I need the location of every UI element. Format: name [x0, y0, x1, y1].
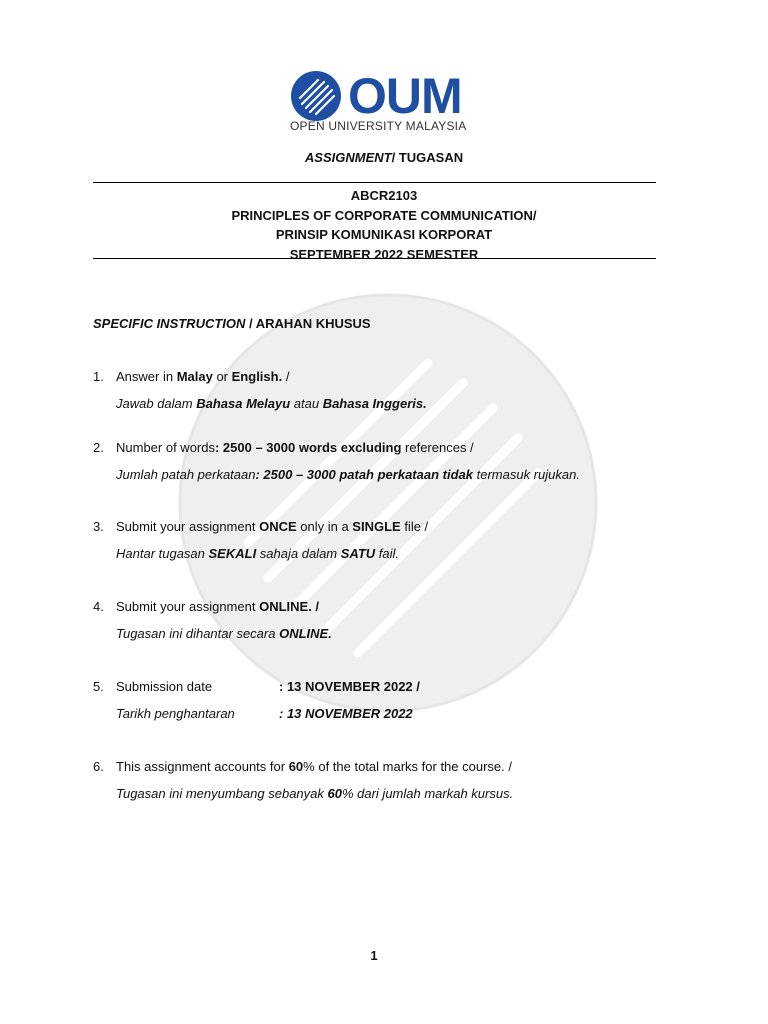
emphasis-text: SATU	[340, 546, 376, 561]
item-text-en	[116, 369, 289, 384]
emphasis-text: 60	[288, 759, 304, 774]
item-number: 1.	[93, 369, 104, 384]
emphasis-text: 60	[327, 786, 342, 801]
item-text-ms	[116, 626, 332, 641]
instruction-heading-separator: /	[245, 316, 256, 331]
item-number: 4.	[93, 599, 104, 614]
oum-logo	[288, 68, 468, 136]
text-run: termasuk rujukan.	[473, 467, 580, 482]
text-run: Tugasan ini menyumbang sebanyak	[116, 786, 328, 801]
emphasis-text: ONLINE. /	[259, 599, 320, 614]
text-run: This assignment accounts for	[116, 759, 289, 774]
course-name-en: PRINCIPLES OF CORPORATE COMMUNICATION/	[231, 207, 537, 223]
emphasis-text: English.	[231, 369, 283, 384]
text-run: Submit your assignment	[116, 599, 260, 614]
item-text-en	[116, 519, 428, 534]
title-ms: TUGASAN	[398, 150, 464, 165]
watermark-emblem	[178, 293, 598, 713]
course-name-ms: PRINSIP KOMUNIKASI KORPORAT	[275, 227, 493, 242]
item-number: 2.	[93, 440, 104, 455]
text-run: atau	[290, 396, 323, 411]
text-run: Answer in	[116, 369, 177, 384]
emphasis-text: SINGLE	[352, 519, 401, 534]
submission-date-value: : 13 NOVEMBER 2022 /	[279, 679, 420, 694]
text-run: fail.	[375, 546, 400, 561]
course-block	[0, 186, 768, 264]
item-number: 6.	[93, 759, 104, 774]
emphasis-text: ONCE	[259, 519, 297, 534]
submission-date-value-ms: : 13 NOVEMBER 2022	[279, 706, 413, 721]
emphasis-text: : 2500 – 3000 words excluding	[214, 440, 402, 455]
item-number: 5.	[93, 679, 104, 694]
header-top-rule	[93, 182, 656, 183]
title-en: ASSIGNMENT	[304, 150, 392, 165]
text-run: % of the total marks for the course. /	[303, 759, 512, 774]
text-run: Jumlah patah perkataan	[116, 467, 256, 482]
instruction-heading	[93, 316, 371, 331]
item-text-ms	[116, 706, 413, 721]
item-text-en	[116, 599, 319, 614]
course-semester: SEPTEMBER 2022 SEMESTER	[289, 246, 479, 262]
text-run: only in a	[296, 519, 353, 534]
emphasis-text: Bahasa Inggeris.	[322, 396, 427, 411]
item-text-ms	[116, 467, 580, 482]
emphasis-text: Bahasa Melayu	[196, 396, 291, 411]
text-run: or	[212, 369, 232, 384]
logo-subtitle: OPEN UNIVERSITY MALAYSIA	[290, 119, 467, 133]
item-number: 3.	[93, 519, 104, 534]
emphasis-text: Malay	[176, 369, 213, 384]
item-text-ms	[116, 396, 427, 411]
text-run: Submit your assignment	[116, 519, 260, 534]
instruction-heading-ms: ARAHAN KHUSUS	[255, 316, 371, 331]
document-title	[0, 150, 768, 165]
text-run: Number of words	[116, 440, 215, 455]
emphasis-text: : 2500 – 3000 patah perkataan tidak	[255, 467, 473, 482]
text-run: /	[282, 369, 290, 384]
text-run: Jawab dalam	[116, 396, 197, 411]
item-text-ms	[116, 546, 399, 561]
emphasis-text: ONLINE.	[279, 626, 332, 641]
submission-date-label-ms: Tarikh penghantaran	[116, 706, 235, 721]
course-code: ABCR2103	[350, 188, 418, 203]
item-text-en	[116, 679, 420, 694]
item-text-en	[116, 440, 474, 455]
header-bottom-rule	[93, 258, 656, 259]
text-run: Hantar tugasan	[116, 546, 209, 561]
emphasis-text: SEKALI	[208, 546, 257, 561]
title-separator: /	[391, 150, 399, 165]
text-run: file /	[400, 519, 429, 534]
oum-emblem-icon	[290, 70, 342, 122]
instruction-heading-en: SPECIFIC INSTRUCTION	[93, 316, 246, 331]
text-run: Tugasan ini dihantar secara	[116, 626, 280, 641]
item-text-ms	[116, 786, 513, 801]
submission-date-label: Submission date	[116, 679, 213, 694]
page-number: 1	[370, 948, 378, 963]
text-run: references /	[401, 440, 474, 455]
text-run: sahaja dalam	[256, 546, 341, 561]
text-run: % dari jumlah markah kursus.	[341, 786, 514, 801]
item-text-en	[116, 759, 512, 774]
logo-wordmark: OUM	[348, 68, 462, 124]
